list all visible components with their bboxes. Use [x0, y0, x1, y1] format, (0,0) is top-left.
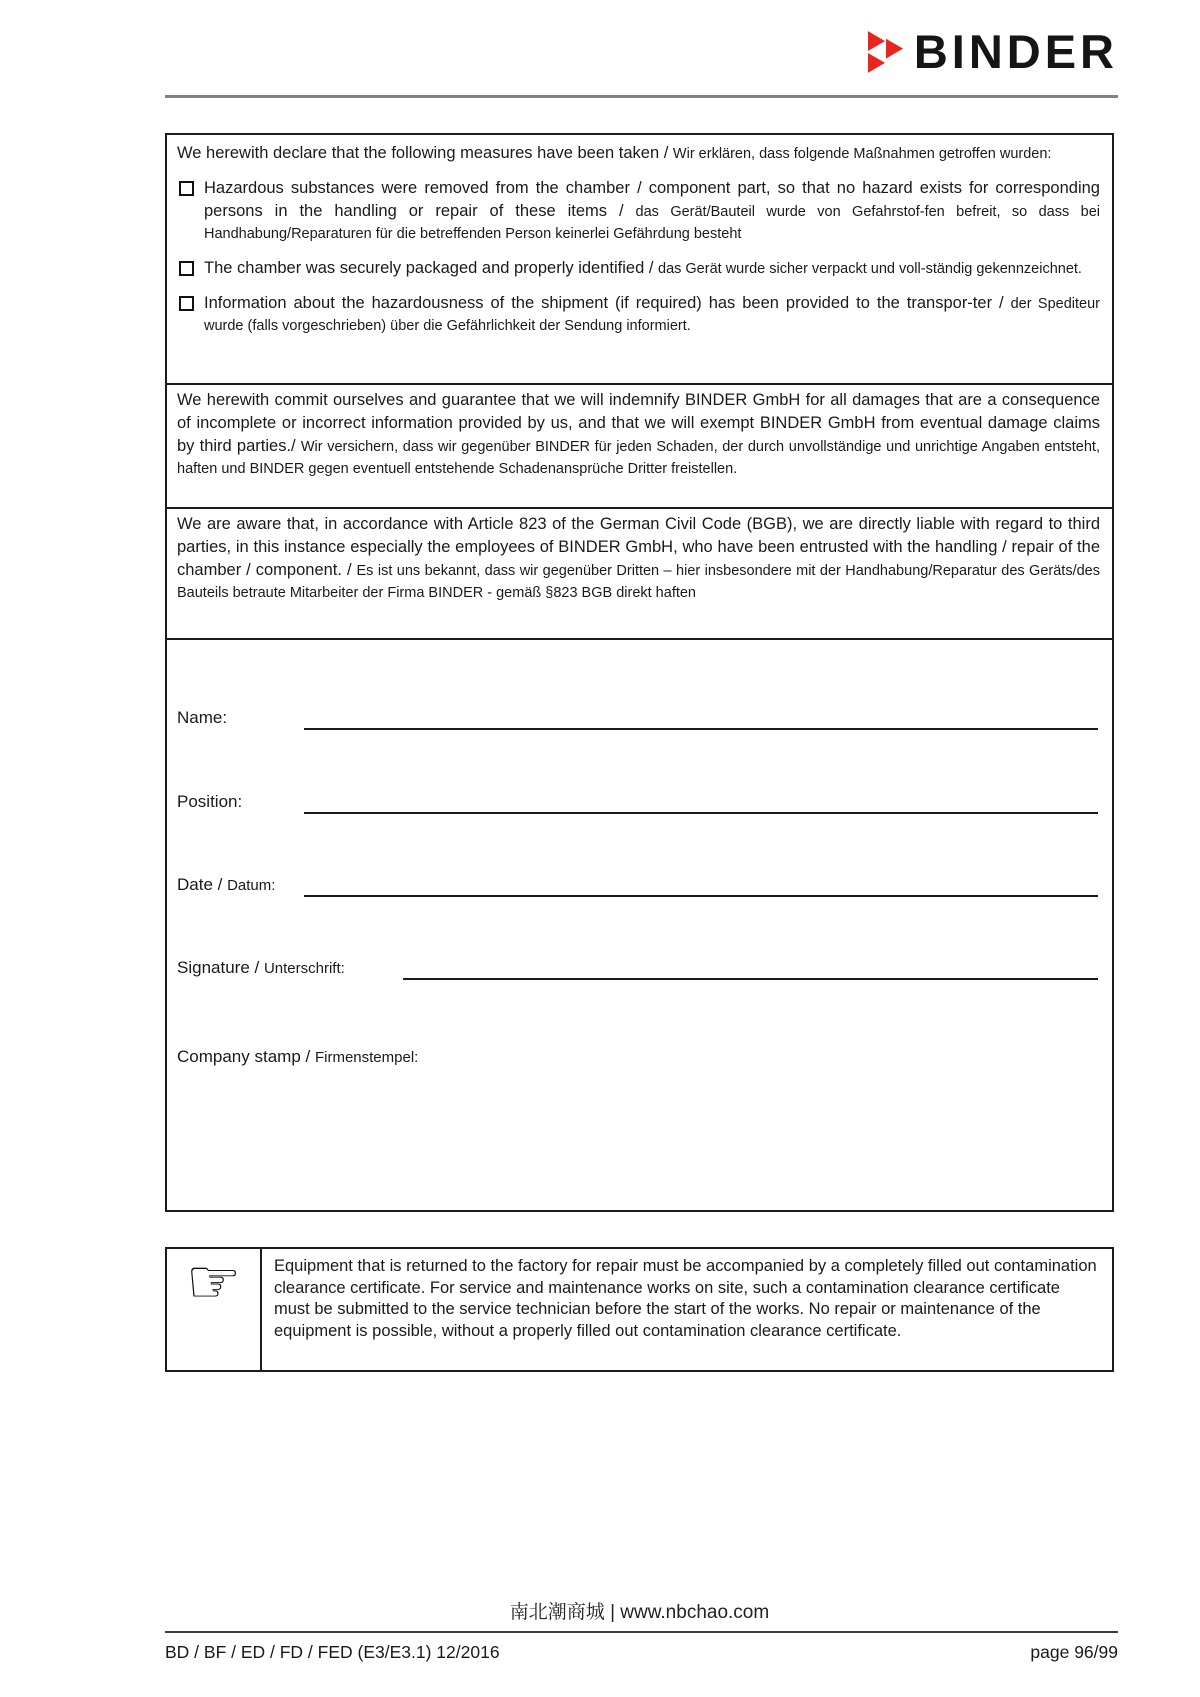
pointing-hand-icon: ☞	[185, 1245, 242, 1318]
name-input-line[interactable]	[304, 728, 1098, 730]
declaration-item-2-de: das Gerät wurde sicher verpackt und voll-ständig gekennzeichnet.	[658, 261, 1082, 277]
footer-divider	[165, 1631, 1118, 1633]
header-divider	[165, 95, 1118, 98]
declaration-item-2-en: The chamber was securely packaged and properly identified /	[204, 259, 658, 277]
checkbox-icon[interactable]	[179, 181, 194, 196]
signature-form-box	[165, 638, 1114, 1212]
liability-de: Es ist uns bekannt, dass wir gegenüber Dritten – hier insbesondere mit der Handhabung/Reparatur des Geräts/des Bauteils betraute Mitarbeiter der Firma BINDER - gemäß §823 BGB direkt haften	[177, 563, 1100, 601]
name-label-text: Name:	[177, 708, 228, 727]
signature-input-line[interactable]	[403, 978, 1098, 980]
declaration-item-3-en: Information about the hazardousness of the shipment (if required) has been provided to the transpor-ter /	[204, 294, 1011, 312]
company-stamp-label	[177, 1047, 418, 1067]
name-label	[177, 708, 227, 728]
note-icon-cell	[167, 1245, 262, 1370]
binder-logo-mark-icon	[868, 30, 904, 74]
position-label-text: Position:	[177, 792, 243, 811]
checkbox-icon[interactable]	[179, 296, 194, 311]
declaration-item-3-text	[204, 292, 1100, 337]
declaration-item-1-de: das Gerät/Bauteil wurde von Gefahrstof-fen befreit, so dass bei Handhabung/Reparaturen für die betreffenden Person keinerlei Gefährdung besteht	[204, 204, 1100, 242]
declaration-item-1-text	[204, 177, 1100, 245]
checkbox-icon[interactable]	[179, 261, 194, 276]
binder-logo-text: BINDER	[913, 25, 1118, 78]
declaration-item-1-en: Hazardous substances were removed from the chamber / component part, so that no hazard exists for corresponding persons in the handling or repair of these items /	[204, 179, 1100, 220]
liability-en: We are aware that, in accordance with Article 823 of the German Civil Code (BGB), we are directly liable with regard to third parties, in this instance especially the employees of BINDER GmbH, who have been entrusted with the handling / repair of the chamber / component. /	[177, 515, 1100, 579]
note-text-cell	[262, 1249, 1112, 1370]
declaration-item-1	[177, 177, 1100, 245]
note-text: Equipment that is returned to the factory for repair must be accompanied by a completely filled out contamination clearance certificate. For service and maintenance works on site, such a contamination clearance certificate must be submitted to the service technician before the start of the works. No repair or maintenance of the equipment is possible, without a properly filled out contamination clearance certificate.	[274, 1257, 1097, 1340]
note-box	[165, 1247, 1114, 1372]
page-number: page 96/99	[1030, 1642, 1118, 1662]
signature-label-en: Signature /	[177, 958, 264, 977]
watermark-text: 南北潮商城 | www.nbchao.com	[509, 1602, 770, 1623]
binder-logo	[868, 25, 1118, 78]
declaration-item-3-de: der Spediteur wurde (falls vorgeschrieben) über die Gefährlichkeit der Sendung informiert.	[204, 296, 1100, 334]
position-input-line[interactable]	[304, 812, 1098, 814]
declaration-box	[165, 133, 1114, 385]
date-input-line[interactable]	[304, 895, 1098, 897]
declaration-item-2	[177, 257, 1100, 280]
commitment-en: We herewith commit ourselves and guarantee that we will indemnify BINDER GmbH for all damages that are a consequence of incomplete or incorrect information provided by us, and that we will exempt BINDER GmbH from eventual damage claims by third parties./	[177, 391, 1100, 455]
declaration-intro	[177, 142, 1100, 165]
declaration-item-2-text	[204, 257, 1100, 280]
signature-label-de: Unterschrift:	[263, 960, 345, 977]
liability-box	[165, 507, 1114, 640]
commitment-text	[177, 389, 1100, 480]
date-label-de: Datum:	[227, 877, 276, 894]
date-label	[177, 875, 275, 895]
signature-label	[177, 958, 345, 978]
company-stamp-label-de: Firmenstempel:	[314, 1049, 419, 1066]
liability-text	[177, 513, 1100, 604]
declaration-item-3	[177, 292, 1100, 337]
commitment-de: Wir versichern, dass wir gegenüber BINDER für jeden Schaden, der durch unvollständige und unrichtige Angaben entsteht, haften und BINDER gegen eventuell entstehende Schadenansprüche Dritter freistellen.	[177, 439, 1100, 477]
declaration-intro-de: Wir erklären, dass folgende Maßnahmen getroffen wurden:	[672, 146, 1052, 162]
date-label-en: Date /	[177, 875, 228, 894]
company-stamp-label-en: Company stamp /	[177, 1047, 315, 1066]
document-reference: BD / BF / ED / FD / FED (E3/E3.1) 12/2016	[165, 1642, 500, 1662]
position-label	[177, 792, 242, 812]
commitment-box	[165, 383, 1114, 509]
declaration-intro-en: We herewith declare that the following measures have been taken /	[177, 144, 673, 162]
